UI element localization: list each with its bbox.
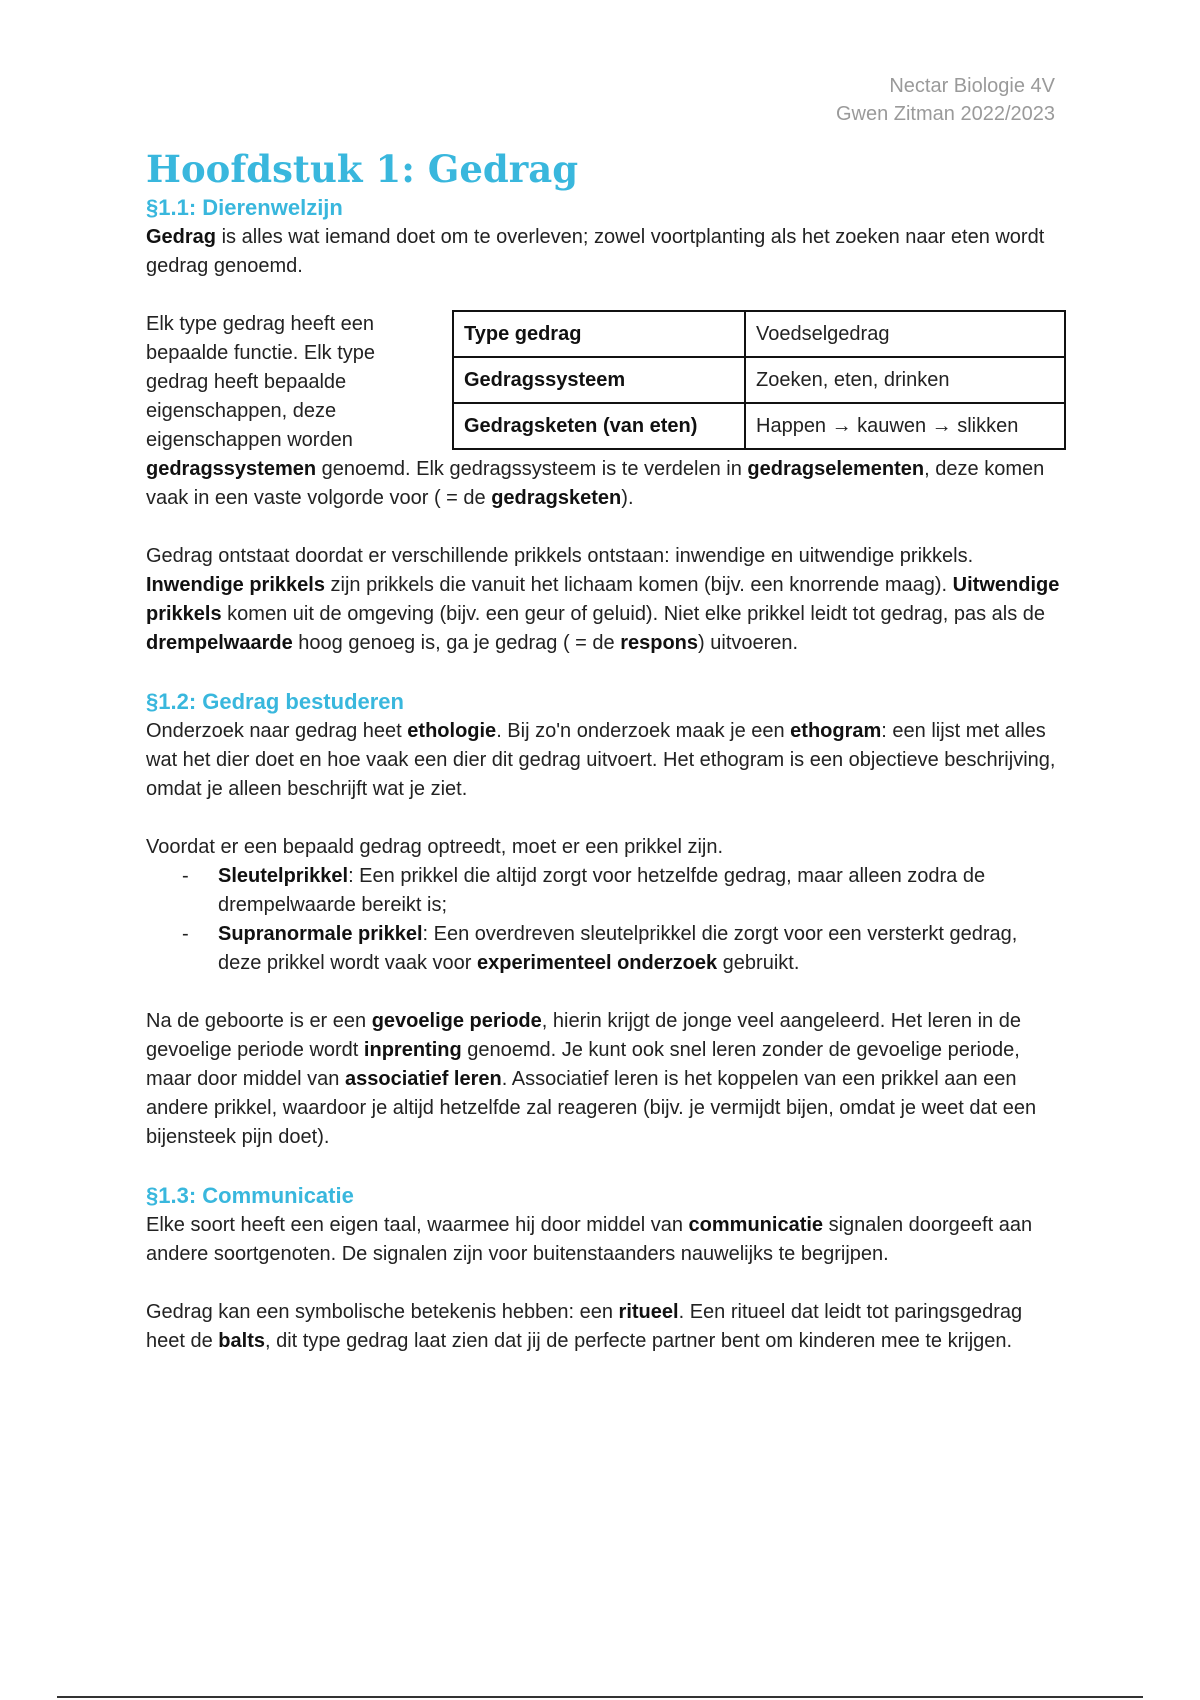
list-item: - Sleutelprikkel: Een prikkel die altijd zorgt voor hetzelfde gedrag, maar alleen zodra de drempelwaarde bereikt is; — [218, 862, 1066, 920]
paragraph: Gedrag ontstaat doordat er verschillende prikkels ontstaan: inwendige en uitwendige prikkels. Inwendige prikkels zijn prikkels die vanuit het lichaam komen (bijv. een knorrende maag). Uitwendige prikkels komen uit de omgeving (bijv. een geur of geluid). Niet elke prikkel leidt tot gedrag, pas als de drempelwaarde hoog genoeg is, ga je gedrag ( = de respons) uitvoeren. — [146, 545, 1060, 654]
paragraph: Elke soort heeft een eigen taal, waarmee hij door middel van communicatie signalen doorgeeft aan andere soortgenoten. De signalen zijn voor buitenstaanders nauwelijks te begrijpen. — [146, 1214, 1033, 1265]
section-heading-1-1: §1.1: Dierenwelzijn — [146, 195, 343, 220]
chapter-title: Hoofdstuk 1: Gedrag — [146, 147, 579, 191]
table-paragraph-block — [146, 310, 1066, 513]
paragraph: Onderzoek naar gedrag heet ethologie. Bij zo'n onderzoek maak je een ethogram: een lijst met alles wat het dier doet en hoe vaak een dier dit gedrag uitvoert. Het ethogram is een objectieve beschrijving, omdat je alleen beschrijft wat je ziet. — [146, 720, 1056, 800]
header-course: Nectar Biologie 4V — [889, 75, 1055, 97]
table-key: Gedragsketen (van eten) — [453, 403, 745, 449]
header-author: Gwen Zitman 2022/2023 — [835, 103, 1055, 125]
document-header — [836, 72, 1055, 128]
table-row — [453, 403, 1065, 449]
paragraph: Na de geboorte is er een gevoelige periode, hierin krijgt de jonge veel aangeleerd. Het leren in de gevoelige periode wordt inprenting genoemd. Je kunt ook snel leren zonder de gevoelige periode, maar door middel van associatief leren. Associatief leren is het koppelen van een prikkel aan een andere prikkel, waardoor je altijd hetzelfde zal reageren (bijv. je vermijdt bijen, omdat je weet dat een bijensteek pijn doet). — [146, 1010, 1037, 1148]
table-row — [453, 357, 1065, 403]
table-row — [453, 311, 1065, 357]
section-heading-1-3: §1.3: Communicatie — [146, 1183, 354, 1208]
section-heading-1-2: §1.2: Gedrag bestuderen — [146, 689, 404, 714]
paragraph: Voordat er een bepaald gedrag optreedt, moet er een prikkel zijn. — [146, 836, 724, 858]
paragraph: Elk type gedrag heeft een bepaalde functie. Elk type gedrag heeft bepaalde eigenschappen, deze eigenschappen worden gedragssystemen genoemd. Elk gedragssysteem is te verdelen in gedragselementen, deze komen vaak in een vaste volgorde voor ( = de gedragsketen). — [146, 313, 1045, 509]
page-divider — [57, 1696, 1143, 1698]
table-key: Type gedrag — [453, 311, 745, 357]
table-value: Happen → kauwen → slikken — [745, 403, 1065, 449]
table-value: Voedselgedrag — [745, 311, 1065, 357]
behaviour-table — [452, 310, 1066, 450]
list-item: - Supranormale prikkel: Een overdreven sleutelprikkel die zorgt voor een versterkt gedrag, deze prikkel wordt vaak voor experimenteel onderzoek gebruikt. — [218, 920, 1066, 978]
paragraph: Gedrag is alles wat iemand doet om te overleven; zowel voortplanting als het zoeken naar eten wordt gedrag genoemd. — [146, 226, 1045, 277]
stimulus-list — [146, 862, 1066, 978]
table-key: Gedragssysteem — [453, 357, 745, 403]
document-body — [146, 145, 1066, 1356]
table-value: Zoeken, eten, drinken — [745, 357, 1065, 403]
paragraph: Gedrag kan een symbolische betekenis hebben: een ritueel. Een ritueel dat leidt tot paringsgedrag heet de balts, dit type gedrag laat zien dat jij de perfecte partner bent om kinderen mee te krijgen. — [146, 1301, 1023, 1352]
